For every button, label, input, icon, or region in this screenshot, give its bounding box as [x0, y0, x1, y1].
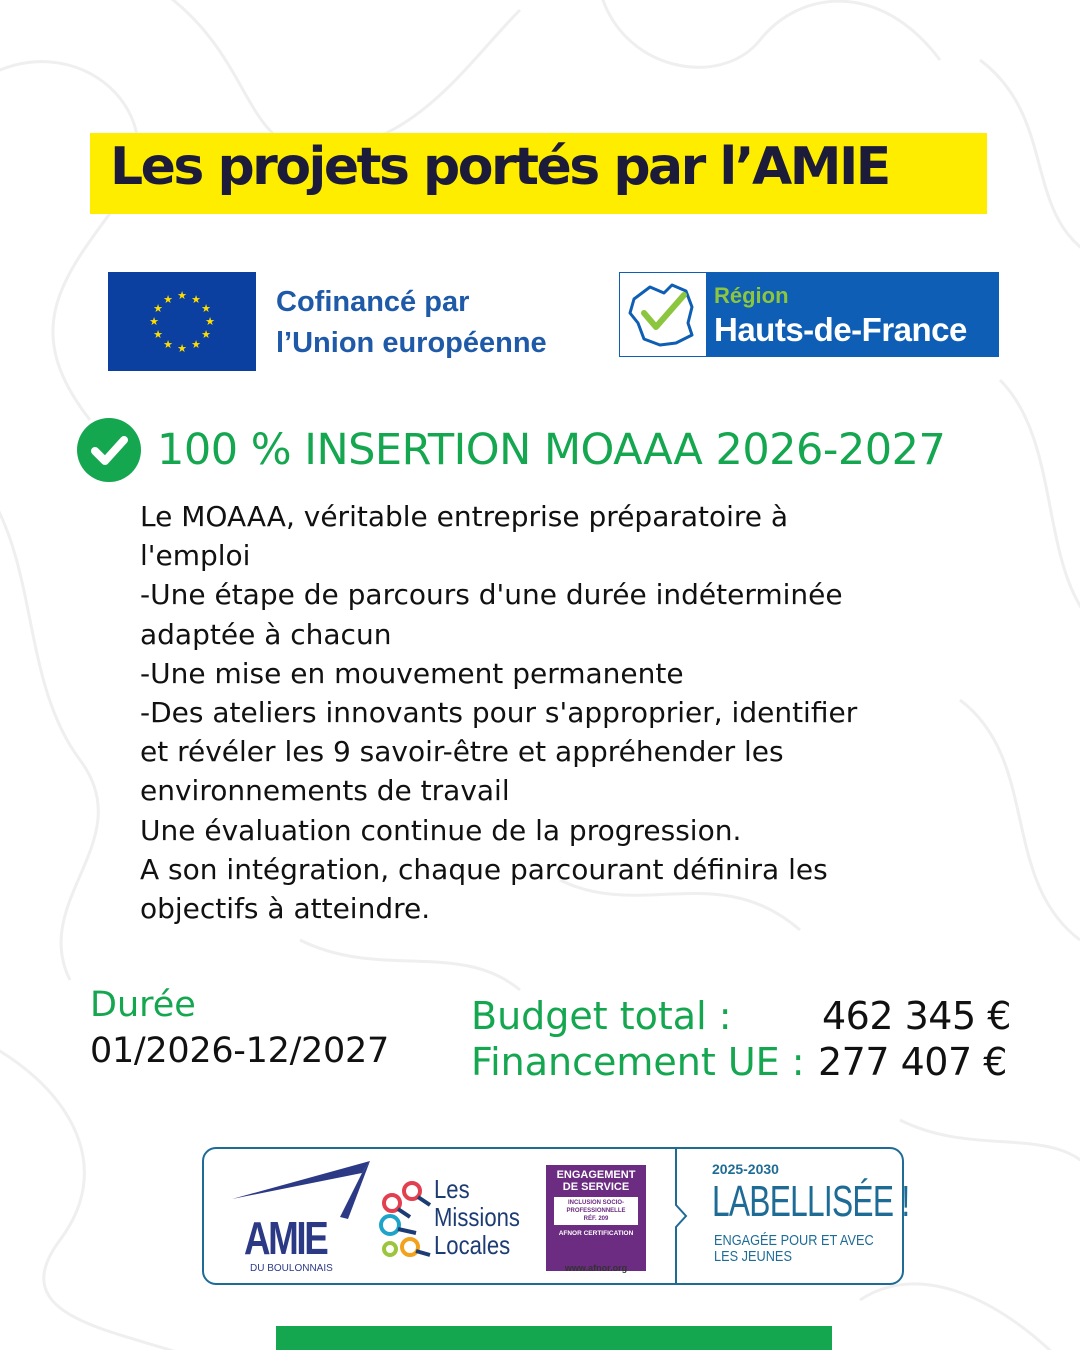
missions-locales-text [434, 1175, 520, 1259]
svg-text:★: ★ [191, 293, 201, 306]
svg-text:★: ★ [205, 315, 215, 328]
duration-value: 01/2026-12/2027 [90, 1031, 389, 1071]
strip-divider-arrow [672, 1149, 690, 1283]
eu-funding-label: Financement UE : [471, 1040, 805, 1084]
amie-name: AMIE [244, 1212, 327, 1264]
amie-subtitle: DU BOULONNAIS [250, 1263, 333, 1274]
ml-line: Missions [434, 1202, 520, 1232]
afnor-scope [554, 1197, 638, 1225]
description-line: A son intégration, chaque parcourant définira les [140, 852, 828, 886]
svg-text:★: ★ [153, 328, 163, 341]
eu-flag-logo [108, 272, 256, 371]
budget-total-label: Budget total : [471, 994, 732, 1038]
eu-funding-value: 277 407 € [818, 1040, 1007, 1084]
afnor-scope-line: PROFESSIONNELLE [566, 1208, 626, 1214]
project-description [140, 497, 930, 928]
description-line: -Une mise en mouvement permanente [140, 656, 684, 690]
region-name-panel [706, 273, 998, 356]
region-line2: Hauts-de-France [714, 311, 967, 348]
afnor-url: www.afnor.org [564, 1263, 628, 1273]
svg-text:★: ★ [149, 315, 159, 328]
svg-text:★: ★ [177, 289, 187, 302]
svg-text:★: ★ [177, 342, 187, 355]
afnor-scope-line: RÉF. 209 [583, 1216, 609, 1222]
page-title: Les projets portés par l’AMIE [110, 137, 889, 197]
missions-locales-icon [376, 1177, 434, 1263]
afnor-certification: AFNOR CERTIFICATION [558, 1230, 634, 1237]
description-line: -Des ateliers innovants pour s'approprier, identifier [140, 696, 858, 730]
ml-line: Les [434, 1174, 470, 1204]
title-banner [90, 133, 987, 214]
region-logo [619, 272, 999, 357]
label-sub-line: LES JEUNES [714, 1248, 792, 1265]
region-line1: Région [714, 283, 789, 308]
amie-swoosh-icon [230, 1159, 380, 1219]
svg-text:★: ★ [201, 302, 211, 315]
svg-text:★: ★ [163, 293, 173, 306]
svg-text:★: ★ [191, 338, 201, 351]
svg-text:★: ★ [201, 328, 211, 341]
label-years: 2025-2030 [712, 1161, 779, 1177]
budget-total-value: 462 345 € [822, 994, 1011, 1038]
duration-label: Durée [90, 985, 196, 1025]
description-line: environnements de travail [140, 774, 510, 808]
label-title: LABELLISÉE ! [712, 1177, 910, 1226]
amie-logo [230, 1159, 380, 1277]
eu-stars-icon [108, 272, 256, 371]
svg-text:★: ★ [153, 302, 163, 315]
france-map-icon [620, 273, 706, 356]
ml-line: Locales [434, 1230, 511, 1260]
afnor-badge [546, 1165, 646, 1271]
afnor-heading-2: DE SERVICE [562, 1181, 630, 1193]
label-subtitle [714, 1233, 874, 1265]
bottom-accent-bar [276, 1326, 832, 1350]
description-line: l'emploi [140, 539, 251, 573]
partner-logos-strip [202, 1147, 910, 1285]
eu-line2: l’Union européenne [276, 327, 547, 359]
description-line: -Une étape de parcours d'une durée indéterminée [140, 578, 843, 612]
description-line: adaptée à chacun [140, 617, 392, 651]
description-line: objectifs à atteindre. [140, 892, 431, 926]
eu-cofinance-text [276, 282, 606, 364]
svg-text:★: ★ [163, 338, 173, 351]
project-title: 100 % INSERTION MOAAA 2026-2027 [157, 425, 946, 475]
check-circle-icon [77, 418, 141, 482]
eu-line1: Cofinancé par [276, 286, 470, 318]
description-line: Le MOAAA, véritable entreprise préparatoire à [140, 500, 789, 533]
description-line: Une évaluation continue de la progression. [140, 813, 742, 847]
label-sub-line: ENGAGÉE POUR ET AVEC [714, 1232, 874, 1249]
afnor-heading-1: ENGAGEMENT [556, 1169, 636, 1181]
description-line: et révéler les 9 savoir-être et appréhender les [140, 735, 784, 769]
afnor-scope-line: INCLUSION SOCIO- [567, 1200, 624, 1206]
